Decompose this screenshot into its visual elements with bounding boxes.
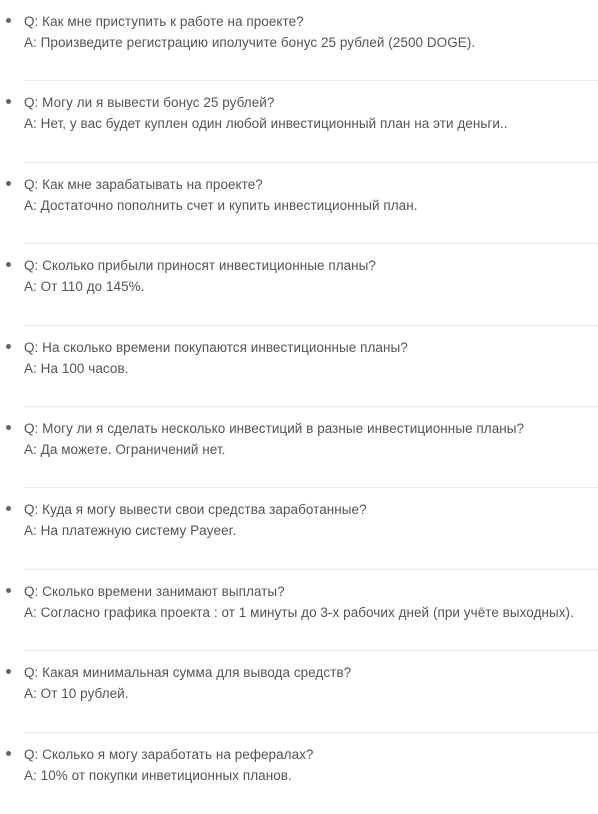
bullet-icon — [6, 262, 11, 267]
bullet-icon — [6, 669, 11, 674]
faq-question: Q: Куда я могу вывести свои средства заработанные? — [24, 502, 367, 518]
faq-item — [0, 488, 598, 569]
faq-item — [0, 326, 598, 407]
bullet-icon — [6, 506, 11, 511]
faq-item — [0, 651, 598, 732]
faq-item — [0, 244, 598, 325]
faq-answer: A: Нет, у вас будет куплен один любой инвестиционный план на эти деньги.. — [24, 116, 508, 132]
faq-answer: A: От 10 рублей. — [24, 686, 129, 702]
faq-answer: A: Согласно графика проекта : от 1 минуты до 3-х рабочих дней (при учёте выходных). — [24, 604, 574, 620]
faq-answer: A: На 100 часов. — [24, 360, 129, 376]
bullet-icon — [6, 751, 11, 756]
bullet-icon — [6, 425, 11, 430]
faq-question: Q: На сколько времени покупаются инвестиционные планы? — [24, 339, 408, 355]
faq-answer: A: Достаточно пополнить счет и купить инвестиционный план. — [24, 197, 418, 213]
bullet-icon — [6, 344, 11, 349]
faq-item — [0, 81, 598, 162]
faq-question: Q: Могу ли я сделать несколько инвестиций в разные инвестиционные планы? — [24, 420, 525, 436]
faq-answer: A: От 110 до 145%. — [24, 279, 145, 295]
faq-item — [0, 733, 598, 814]
bullet-icon — [6, 181, 11, 186]
faq-question: Q: Могу ли я вывести бонус 25 рублей? — [24, 95, 275, 111]
faq-question: Q: Сколько я могу заработать на рефералах? — [24, 746, 314, 762]
faq-item — [0, 0, 598, 81]
faq-answer: A: На платежную систему Payeer. — [24, 523, 237, 539]
faq-question: Q: Как мне зарабатывать на проекте? — [24, 176, 263, 192]
faq-item — [0, 407, 598, 488]
bullet-icon — [6, 588, 11, 593]
bullet-icon — [6, 18, 11, 23]
faq-question: Q: Сколько прибыли приносят инвестиционные планы? — [24, 258, 376, 274]
faq-answer: A: Произведите регистрацию иполучите бонус 25 рублей (2500 DOGE). — [24, 35, 476, 50]
faq-answer: A: 10% от покупки инветиционных планов. — [24, 767, 292, 783]
faq-answer: A: Да можете. Ограничений нет. — [24, 441, 226, 457]
faq-question: Q: Как мне приступить к работе на проекте? — [24, 14, 304, 29]
faq-item — [0, 570, 598, 651]
bullet-icon — [6, 99, 11, 104]
faq-question: Q: Какая минимальная сумма для вывода средств? — [24, 665, 352, 681]
faq-item — [0, 163, 598, 244]
faq-question: Q: Сколько времени занимают выплаты? — [24, 583, 285, 599]
